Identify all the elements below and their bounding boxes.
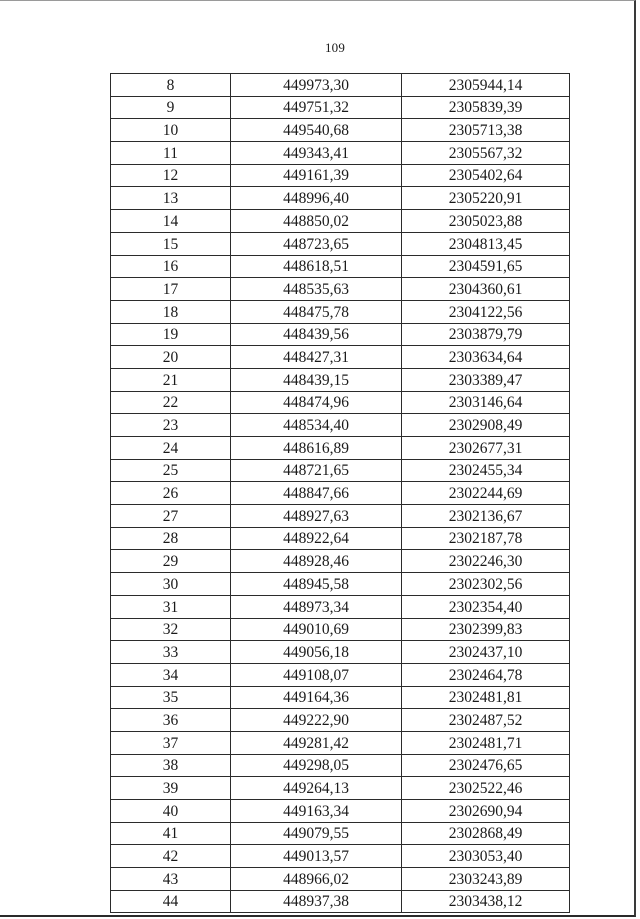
point-number-cell: 25: [111, 459, 231, 482]
point-number-cell: 33: [111, 641, 231, 664]
x-coordinate-cell: 448966,02: [231, 868, 402, 891]
table-row: [111, 618, 570, 641]
y-coordinate-cell: 2302868,49: [402, 822, 570, 845]
x-coordinate-cell: 449751,32: [231, 96, 402, 119]
x-coordinate-cell: 449108,07: [231, 663, 402, 686]
x-coordinate-cell: 448474,96: [231, 391, 402, 414]
table-row: [111, 459, 570, 482]
point-number-cell: 31: [111, 595, 231, 618]
point-number-cell: 11: [111, 142, 231, 165]
y-coordinate-cell: 2305023,88: [402, 210, 570, 233]
table-row: [111, 437, 570, 460]
x-coordinate-cell: 448439,15: [231, 368, 402, 391]
x-coordinate-cell: 449056,18: [231, 641, 402, 664]
y-coordinate-cell: 2303146,64: [402, 391, 570, 414]
point-number-cell: 32: [111, 618, 231, 641]
coordinates-table-body: [111, 74, 570, 913]
table-row: [111, 527, 570, 550]
table-row: [111, 754, 570, 777]
x-coordinate-cell: 448847,66: [231, 482, 402, 505]
y-coordinate-cell: 2302677,31: [402, 437, 570, 460]
x-coordinate-cell: 448945,58: [231, 573, 402, 596]
x-coordinate-cell: 449013,57: [231, 845, 402, 868]
table-row: [111, 119, 570, 142]
y-coordinate-cell: 2302246,30: [402, 550, 570, 573]
table-row: [111, 278, 570, 301]
table-row: [111, 505, 570, 528]
y-coordinate-cell: 2302187,78: [402, 527, 570, 550]
x-coordinate-cell: 449540,68: [231, 119, 402, 142]
x-coordinate-cell: 448996,40: [231, 187, 402, 210]
point-number-cell: 19: [111, 323, 231, 346]
point-number-cell: 38: [111, 754, 231, 777]
y-coordinate-cell: 2302136,67: [402, 505, 570, 528]
table-row: [111, 164, 570, 187]
point-number-cell: 28: [111, 527, 231, 550]
table-row: [111, 414, 570, 437]
coordinates-table: [110, 73, 570, 913]
point-number-cell: 30: [111, 573, 231, 596]
point-number-cell: 26: [111, 482, 231, 505]
y-coordinate-cell: 2303634,64: [402, 346, 570, 369]
point-number-cell: 20: [111, 346, 231, 369]
x-coordinate-cell: 449343,41: [231, 142, 402, 165]
point-number-cell: 10: [111, 119, 231, 142]
x-coordinate-cell: 448927,63: [231, 505, 402, 528]
x-coordinate-cell: 448723,65: [231, 232, 402, 255]
x-coordinate-cell: 449010,69: [231, 618, 402, 641]
y-coordinate-cell: 2304360,61: [402, 278, 570, 301]
y-coordinate-cell: 2305567,32: [402, 142, 570, 165]
point-number-cell: 16: [111, 255, 231, 278]
table-row: [111, 323, 570, 346]
point-number-cell: 18: [111, 300, 231, 323]
y-coordinate-cell: 2302481,81: [402, 686, 570, 709]
point-number-cell: 9: [111, 96, 231, 119]
table-row: [111, 142, 570, 165]
table-row: [111, 822, 570, 845]
y-coordinate-cell: 2302354,40: [402, 595, 570, 618]
table-row: [111, 777, 570, 800]
table-row: [111, 868, 570, 891]
table-row: [111, 391, 570, 414]
x-coordinate-cell: 448928,46: [231, 550, 402, 573]
point-number-cell: 14: [111, 210, 231, 233]
point-number-cell: 22: [111, 391, 231, 414]
y-coordinate-cell: 2302399,83: [402, 618, 570, 641]
table-row: [111, 595, 570, 618]
y-coordinate-cell: 2303389,47: [402, 368, 570, 391]
point-number-cell: 35: [111, 686, 231, 709]
x-coordinate-cell: 448973,34: [231, 595, 402, 618]
x-coordinate-cell: 449264,13: [231, 777, 402, 800]
point-number-cell: 15: [111, 232, 231, 255]
y-coordinate-cell: 2302481,71: [402, 731, 570, 754]
point-number-cell: 43: [111, 868, 231, 891]
x-coordinate-cell: 448427,31: [231, 346, 402, 369]
point-number-cell: 8: [111, 74, 231, 97]
point-number-cell: 12: [111, 164, 231, 187]
table-row: [111, 890, 570, 913]
x-coordinate-cell: 448616,89: [231, 437, 402, 460]
point-number-cell: 21: [111, 368, 231, 391]
table-row: [111, 368, 570, 391]
y-coordinate-cell: 2302908,49: [402, 414, 570, 437]
y-coordinate-cell: 2303879,79: [402, 323, 570, 346]
y-coordinate-cell: 2305713,38: [402, 119, 570, 142]
table-row: [111, 663, 570, 686]
table-row: [111, 686, 570, 709]
y-coordinate-cell: 2302476,65: [402, 754, 570, 777]
point-number-cell: 34: [111, 663, 231, 686]
x-coordinate-cell: 449079,55: [231, 822, 402, 845]
table-row: [111, 641, 570, 664]
y-coordinate-cell: 2305402,64: [402, 164, 570, 187]
x-coordinate-cell: 449222,90: [231, 709, 402, 732]
x-coordinate-cell: 448475,78: [231, 300, 402, 323]
y-coordinate-cell: 2305839,39: [402, 96, 570, 119]
y-coordinate-cell: 2302302,56: [402, 573, 570, 596]
y-coordinate-cell: 2302522,46: [402, 777, 570, 800]
y-coordinate-cell: 2304813,45: [402, 232, 570, 255]
x-coordinate-cell: 449298,05: [231, 754, 402, 777]
y-coordinate-cell: 2303243,89: [402, 868, 570, 891]
y-coordinate-cell: 2302464,78: [402, 663, 570, 686]
y-coordinate-cell: 2302690,94: [402, 800, 570, 823]
point-number-cell: 39: [111, 777, 231, 800]
x-coordinate-cell: 448534,40: [231, 414, 402, 437]
x-coordinate-cell: 449164,36: [231, 686, 402, 709]
table-row: [111, 187, 570, 210]
point-number-cell: 36: [111, 709, 231, 732]
table-row: [111, 800, 570, 823]
table-row: [111, 346, 570, 369]
y-coordinate-cell: 2302487,52: [402, 709, 570, 732]
x-coordinate-cell: 448937,38: [231, 890, 402, 913]
table-row: [111, 731, 570, 754]
y-coordinate-cell: 2303053,40: [402, 845, 570, 868]
y-coordinate-cell: 2303438,12: [402, 890, 570, 913]
y-coordinate-cell: 2302244,69: [402, 482, 570, 505]
table-row: [111, 255, 570, 278]
point-number-cell: 24: [111, 437, 231, 460]
x-coordinate-cell: 449281,42: [231, 731, 402, 754]
x-coordinate-cell: 448535,63: [231, 278, 402, 301]
point-number-cell: 42: [111, 845, 231, 868]
point-number-cell: 23: [111, 414, 231, 437]
table-row: [111, 210, 570, 233]
point-number-cell: 13: [111, 187, 231, 210]
point-number-cell: 27: [111, 505, 231, 528]
y-coordinate-cell: 2304591,65: [402, 255, 570, 278]
x-coordinate-cell: 448618,51: [231, 255, 402, 278]
point-number-cell: 44: [111, 890, 231, 913]
point-number-cell: 40: [111, 800, 231, 823]
y-coordinate-cell: 2305220,91: [402, 187, 570, 210]
y-coordinate-cell: 2305944,14: [402, 74, 570, 97]
y-coordinate-cell: 2302437,10: [402, 641, 570, 664]
y-coordinate-cell: 2302455,34: [402, 459, 570, 482]
y-coordinate-cell: 2304122,56: [402, 300, 570, 323]
table-row: [111, 232, 570, 255]
x-coordinate-cell: 448721,65: [231, 459, 402, 482]
x-coordinate-cell: 449161,39: [231, 164, 402, 187]
x-coordinate-cell: 449163,34: [231, 800, 402, 823]
table-row: [111, 845, 570, 868]
table-row: [111, 709, 570, 732]
point-number-cell: 41: [111, 822, 231, 845]
point-number-cell: 37: [111, 731, 231, 754]
table-row: [111, 300, 570, 323]
x-coordinate-cell: 448439,56: [231, 323, 402, 346]
x-coordinate-cell: 448922,64: [231, 527, 402, 550]
table-row: [111, 96, 570, 119]
x-coordinate-cell: 449973,30: [231, 74, 402, 97]
table-row: [111, 573, 570, 596]
point-number-cell: 29: [111, 550, 231, 573]
table-row: [111, 482, 570, 505]
x-coordinate-cell: 448850,02: [231, 210, 402, 233]
page-number: 109: [324, 40, 346, 55]
point-number-cell: 17: [111, 278, 231, 301]
table-row: [111, 74, 570, 97]
table-row: [111, 550, 570, 573]
